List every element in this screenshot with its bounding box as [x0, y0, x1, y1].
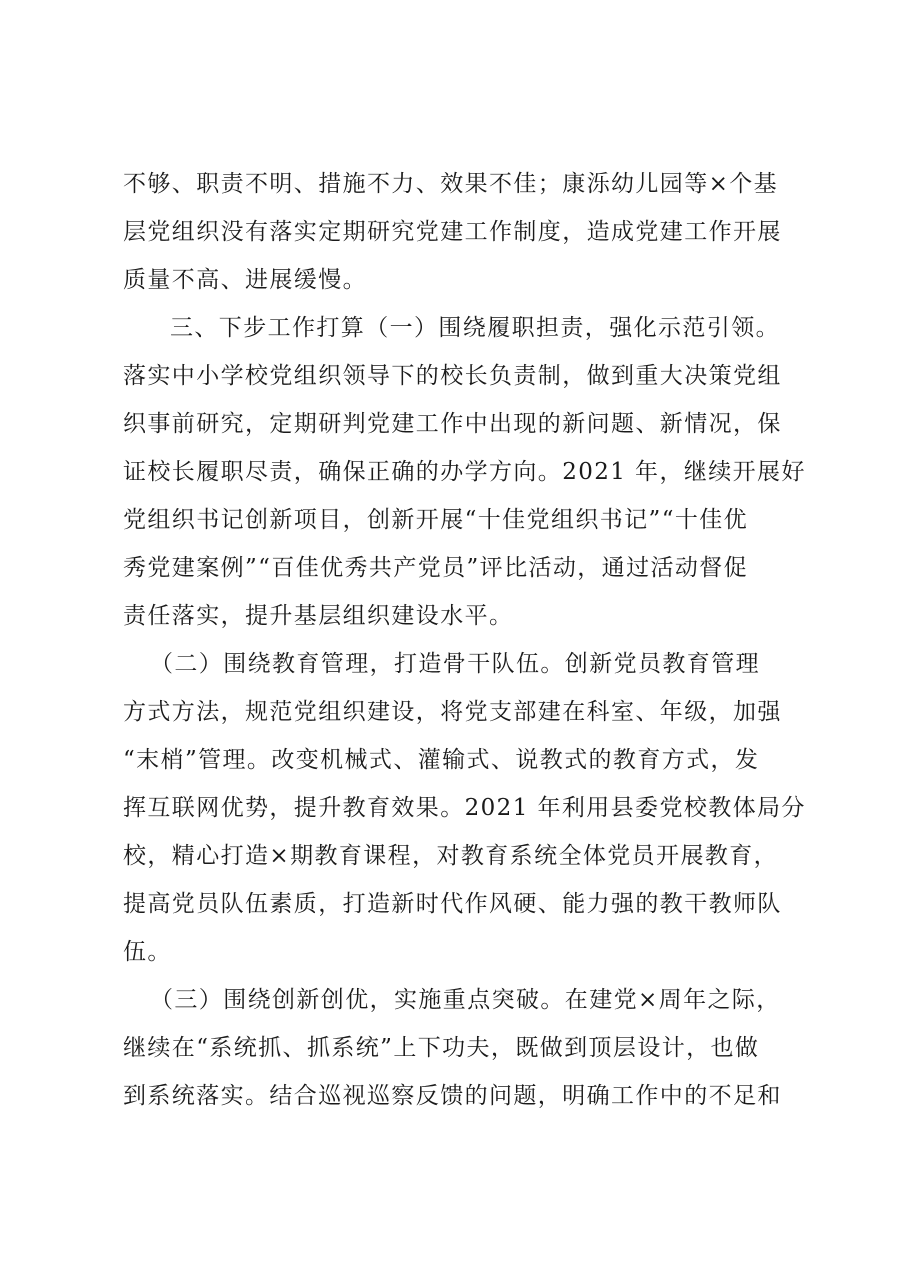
text-line: 到系统落实。结合巡视巡察反馈的问题，明确工作中的不足和 [123, 1083, 782, 1109]
text-line: 不够、职责不明、措施不力、效果不佳；康泺幼儿园等×个基 [123, 171, 779, 197]
text-line: 挥互联网优势，提升教育效果。2021 年利用县委党校教体局分 [123, 795, 806, 821]
text-line: 质量不高、进展缓慢。 [123, 267, 367, 293]
text-line: 提高党员队伍素质，打造新时代作风硬、能力强的教干教师队 [123, 891, 782, 917]
text-line: 层党组织没有落实定期研究党建工作制度，造成党建工作开展 [123, 219, 782, 245]
text-line: 党组织书记创新项目，创新开展“十佳党组织书记”“十佳优 [123, 507, 749, 533]
paragraph-heading-line: （二）围绕教育管理，打造骨干队伍。创新党员教育管理 [150, 651, 760, 677]
text-line: “末梢”管理。改变机械式、灌输式、说教式的教育方式，发 [123, 747, 760, 773]
text-line: 校，精心打造×期教育课程，对教育系统全体党员开展教育， [123, 843, 779, 869]
text-line: 落实中小学校党组织领导下的校长负责制，做到重大决策党组 [123, 363, 782, 389]
text-line: 继续在“系统抓、抓系统”上下功夫，既做到顶层设计，也做 [123, 1035, 760, 1061]
text-line: 伍。 [123, 939, 172, 965]
text-line: 责任落实，提升基层组织建设水平。 [123, 603, 514, 629]
text-line: 秀党建案例”“百佳优秀共产党员”评比活动，通过活动督促 [123, 555, 749, 581]
text-line: 织事前研究，定期研判党建工作中出现的新问题、新情况，保 [123, 411, 782, 437]
text-line: 证校长履职尽责，确保正确的办学方向。2021 年，继续开展好 [123, 459, 806, 485]
paragraph-heading-line: 三、下步工作打算（一）围绕履职担责，强化示范引领。 [170, 315, 780, 341]
text-line: 方式方法，规范党组织建设，将党支部建在科室、年级，加强 [123, 699, 782, 725]
paragraph-heading-line: （三）围绕创新创优，实施重点突破。在建党×周年之际， [150, 987, 781, 1013]
